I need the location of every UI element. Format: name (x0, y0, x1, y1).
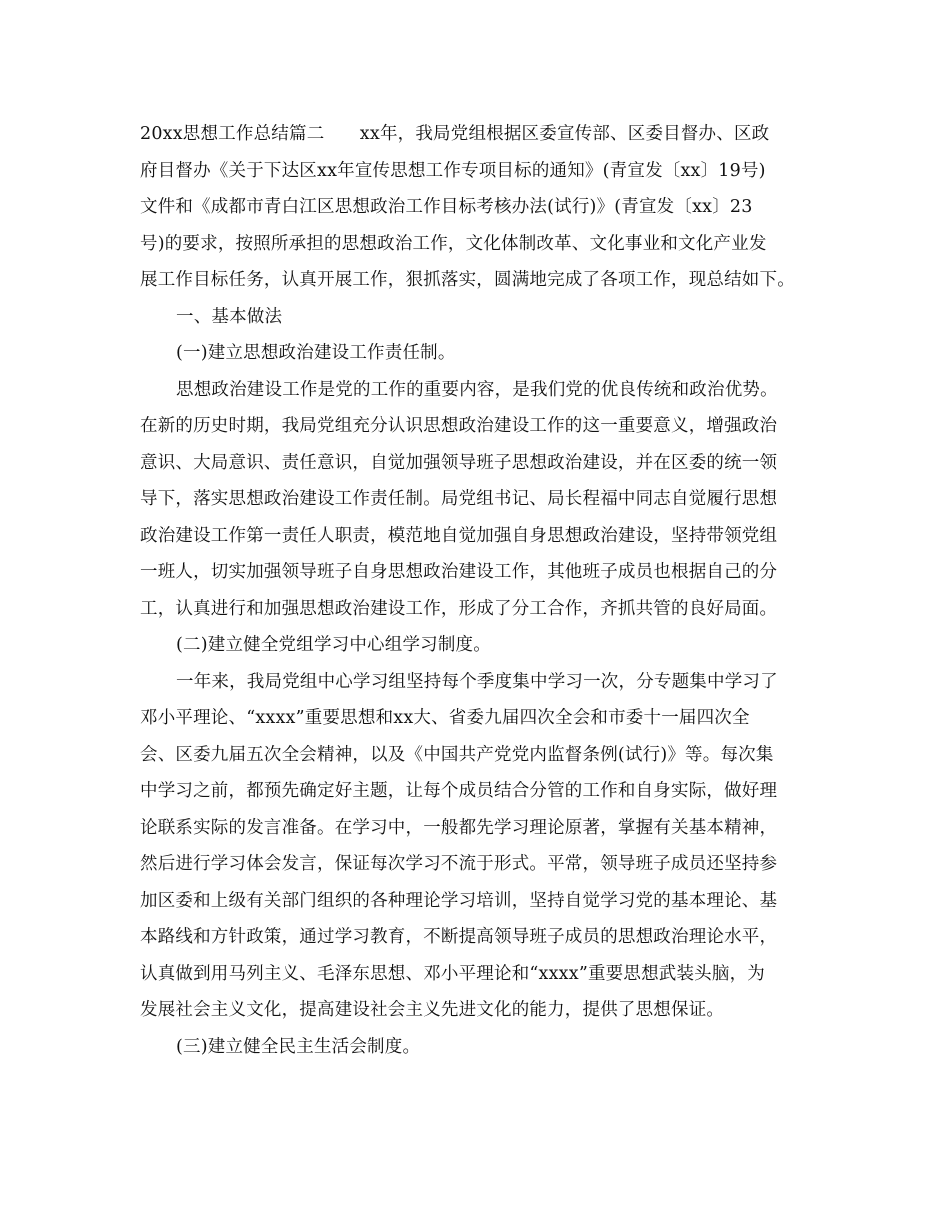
text-line: 导下，落实思想政治建设工作责任制。局党组书记、局长程福中同志自觉履行思想 (140, 489, 778, 509)
text-line: 一年来，我局党组中心学习组坚持每个季度集中学习一次，分专题集中学习了 (176, 671, 778, 692)
text-line: 在新的历史时期，我局党组充分认识思想政治建设工作的这一重要意义，增强政治 (140, 416, 778, 436)
text-line: (一)建立思想政治建设工作责任制。 (176, 343, 456, 363)
text-line: 号)的要求，按照所承担的思想政治工作，文化体制改革、文化事业和文化产业发 (140, 233, 767, 254)
document-body (140, 116, 830, 1065)
text-line: 思想政治建设工作是党的工作的重要内容，是我们党的优良传统和政治优势。 (176, 379, 778, 400)
text-line: 本路线和方针政策，通过学习教育，不断提高领导班子成员的思想政治理论水平， (140, 927, 778, 947)
text-line: 展工作目标任务，认真开展工作，狠抓落实，圆满地完成了各项工作，现总结如下。 (140, 270, 795, 290)
text-line: 意识、大局意识、责任意识，自觉加强领导班子思想政治建设，并在区委的统一领 (140, 452, 778, 473)
text-line: 政治建设工作第一责任人职责，模范地自觉加强自身思想政治建设，坚持带领党组 (140, 525, 778, 546)
text-line: 发展社会主义文化，提高建设社会主义先进文化的能力，提供了思想保证。 (140, 1000, 725, 1020)
text-line: 工，认真进行和加强思想政治建设工作，形成了分工合作，齐抓共管的良好局面。 (140, 598, 778, 619)
text-line: 会、区委九届五次全会精神，以及《中国共产党党内监督条例(试行)》等。每次集 (140, 744, 774, 765)
text-line: 一班人，切实加强领导班子自身思想政治建设工作，其他班子成员也根据自己的分 (140, 562, 778, 582)
text-line: (二)建立健全党组学习中心组学习制度。 (176, 635, 491, 655)
text-line: 论联系实际的发言准备。在学习中，一般都先学习理论原著，掌握有关基本精神， (140, 817, 778, 838)
text-line: 文件和《成都市青白江区思想政治工作目标考核办法(试行)》(青宣发〔xx〕23 (140, 197, 753, 217)
text-line: 认真做到用马列主义、毛泽东思想、邓小平理论和“xxxx”重要思想武装头脑，为 (140, 963, 765, 984)
text-line: 邓小平理论、“xxxx”重要思想和xx大、省委九届四次全会和市委十一届四次全 (140, 708, 750, 728)
text-line: 加区委和上级有关部门组织的各种理论学习培训，坚持自觉学习党的基本理论、基 (140, 890, 778, 911)
text-line: (三)建立健全民主生活会制度。 (176, 1036, 421, 1057)
text-line: 20xx思想工作总结篇二 xx年，我局党组根据区委宣传部、区委目督办、区政 (140, 124, 770, 144)
text-line: 然后进行学习体会发言，保证每次学习不流于形式。平常，领导班子成员还坚持参 (140, 854, 778, 874)
text-line: 一、基本做法 (176, 306, 283, 327)
text-line: 中学习之前，都预先确定好主题，让每个成员结合分管的工作和自身实际，做好理 (140, 781, 778, 801)
text-line: 府目督办《关于下达区xx年宣传思想工作专项目标的通知》(青宣发〔xx〕19号) (140, 160, 766, 181)
